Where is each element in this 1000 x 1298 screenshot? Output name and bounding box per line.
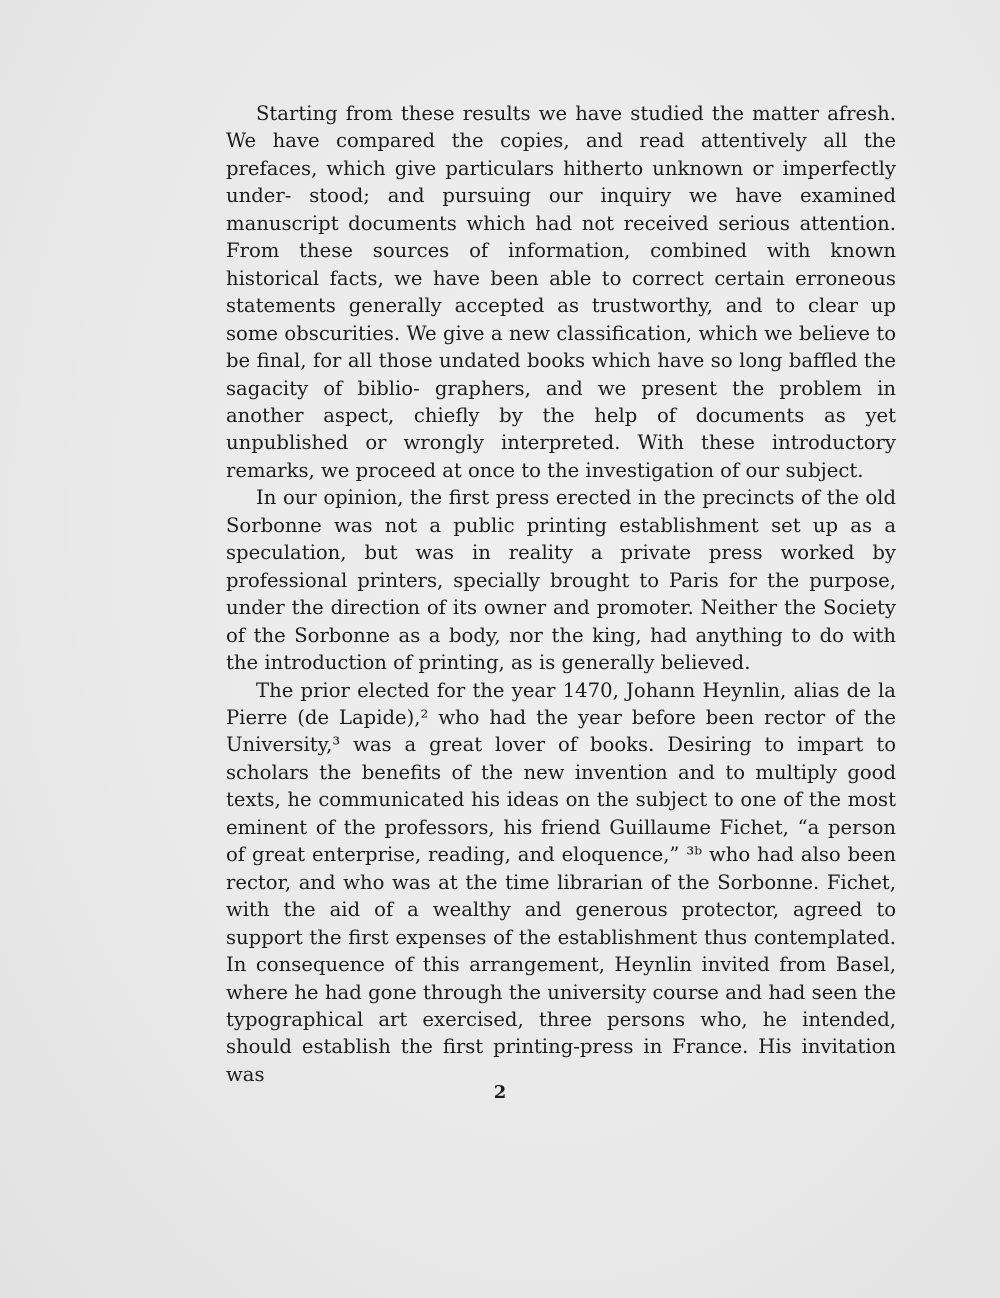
paragraph-1: Starting from these results we have studied the matter afresh. We have compared the copies, and read attentively all the prefaces, which give particulars hitherto unknown or imperfectly under- stood; and pursuing our inquiry we have examined manuscript documents which had not received serious attention. From these sources of information, combined with known historical facts, we have been able to correct certain erroneous statements generally accepted as trustworthy, and to clear up some obscurities. We give a new classification, which we believe to be final, for all those undated books which have so long baffled the sagacity of biblio- graphers, and we present the problem in another aspect, chiefly by the help of documents as yet unpublished or wrongly interpreted. With these introductory remarks, we proceed at once to the investigation of our subject. — [226, 102, 896, 482]
page-number: 2 — [493, 1082, 507, 1103]
body-text — [226, 100, 896, 1088]
paragraph-3: The prior elected for the year 1470, Johann Heynlin, alias de la Pierre (de Lapide),² who had the year before been rector of the University,³ was a great lover of books. Desiring to impart to scholars the benefits of the new invention and to multiply good texts, he communicated his ideas on the subject to one of the most eminent of the professors, his friend Guillaume Fichet, “a person of great enterprise, reading, and eloquence,” ³ᵇ who had also been rector, and who was at the time librarian of the Sorbonne. Fichet, with the aid of a wealthy and generous protector, agreed to support the first expenses of the establishment thus contemplated. In consequence of this arrangement, Heynlin invited from Basel, where he had gone through the university course and had seen the typographical art exercised, three persons who, he intended, should establish the first printing-press in France. His invitation was — [226, 678, 896, 1086]
paragraph-2: In our opinion, the first press erected in the precincts of the old Sorbonne was not a public printing establishment set up as a speculation, but was in reality a private press worked by professional printers, specially brought to Paris for the purpose, under the direction of its owner and promoter. Neither the Society of the Sorbonne as a body, nor the king, had anything to do with the introduction of printing, as is generally believed. — [226, 486, 896, 675]
page-number-container — [66, 1082, 1000, 1103]
